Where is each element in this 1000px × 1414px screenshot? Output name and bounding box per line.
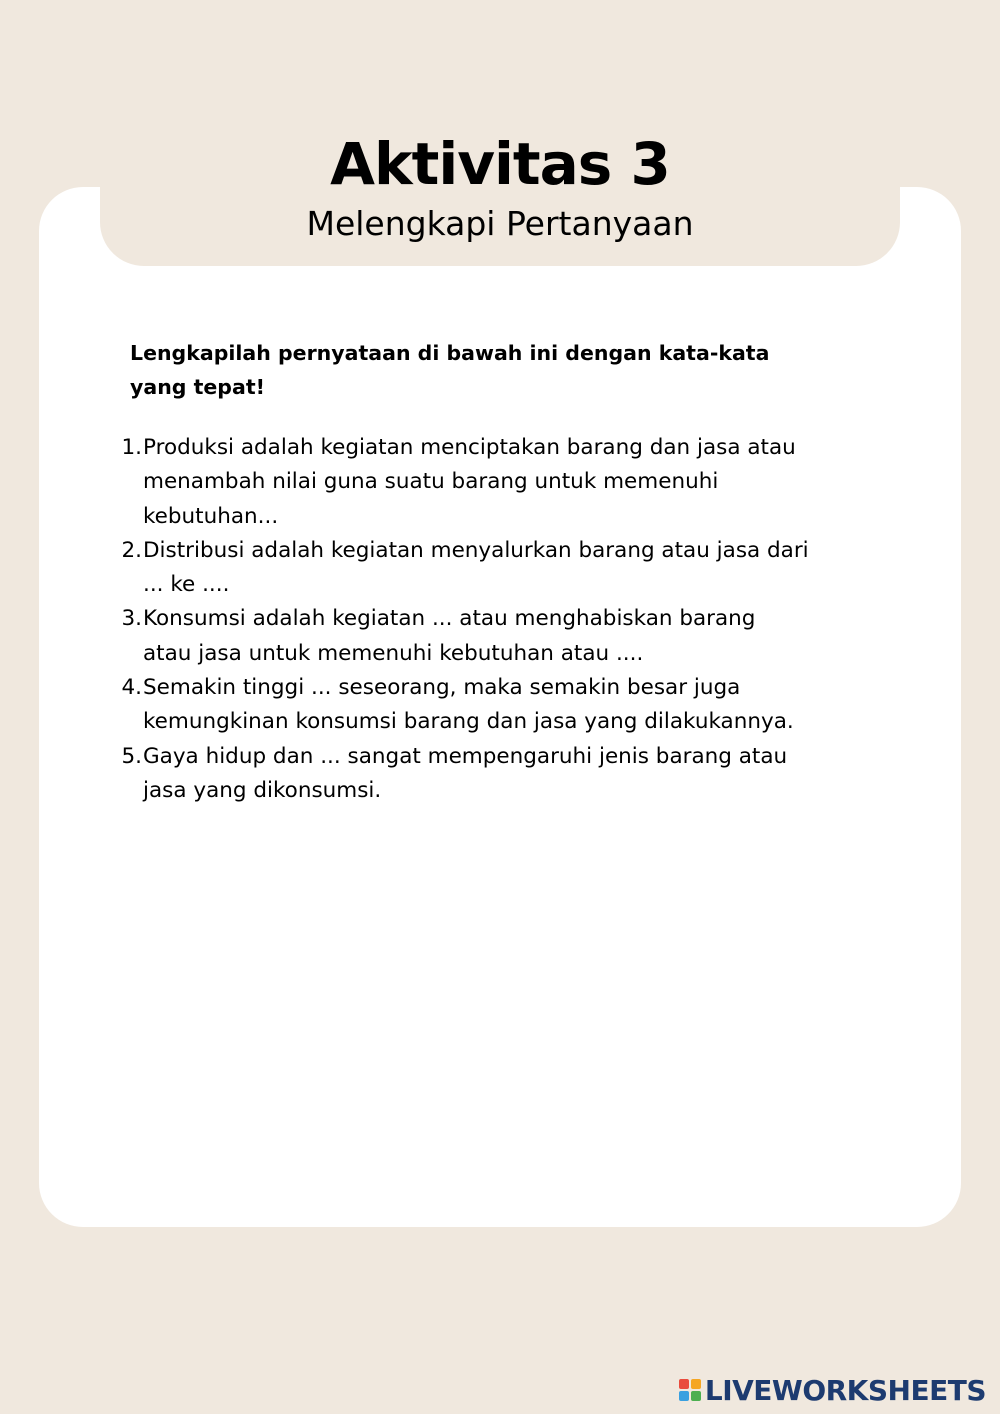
question-number: 5. (121, 743, 142, 769)
question-item (110, 431, 810, 534)
question-item (110, 602, 810, 671)
question-text: Konsumsi adalah kegiatan ... atau menghabiskan barang atau jasa untuk memenuhi kebutuhan atau .... (143, 606, 756, 666)
liveworksheets-logo-icon (679, 1379, 701, 1401)
question-item (110, 740, 810, 809)
logo-square-icon (679, 1379, 689, 1389)
question-number: 1. (121, 435, 142, 460)
logo-square-icon (691, 1391, 701, 1401)
question-number: 3. (121, 606, 142, 632)
question-text: Produksi adalah kegiatan menciptakan barang dan jasa atau menambah nilai guna suatu barang untuk memenuhi kebutuhan... (143, 435, 796, 529)
instruction-text: Lengkapilah pernyataan di bawah ini dengan kata-kata yang tepat! (130, 341, 770, 399)
liveworksheets-logo (679, 1373, 986, 1407)
page-subtitle: Melengkapi Pertanyaan (306, 204, 694, 243)
question-text: Gaya hidup dan ... sangat mempengaruhi jenis barang atau jasa yang dikonsumsi. (143, 743, 788, 803)
question-text: Semakin tinggi ... seseorang, maka semakin besar juga kemungkinan konsumsi barang dan jasa yang dilakukannya. (143, 675, 794, 735)
logo-square-icon (691, 1379, 701, 1389)
question-list (110, 431, 810, 808)
page-title: Aktivitas 3 (330, 130, 670, 198)
question-text: Distribusi adalah kegiatan menyalurkan barang atau jasa dari ... ke .... (143, 537, 809, 598)
question-item (110, 534, 810, 603)
logo-text: LIVEWORKSHEETS (704, 1373, 986, 1407)
logo-square-icon (679, 1391, 689, 1401)
question-number: 2. (121, 537, 142, 563)
question-item (110, 671, 810, 740)
question-number: 4. (121, 675, 142, 701)
